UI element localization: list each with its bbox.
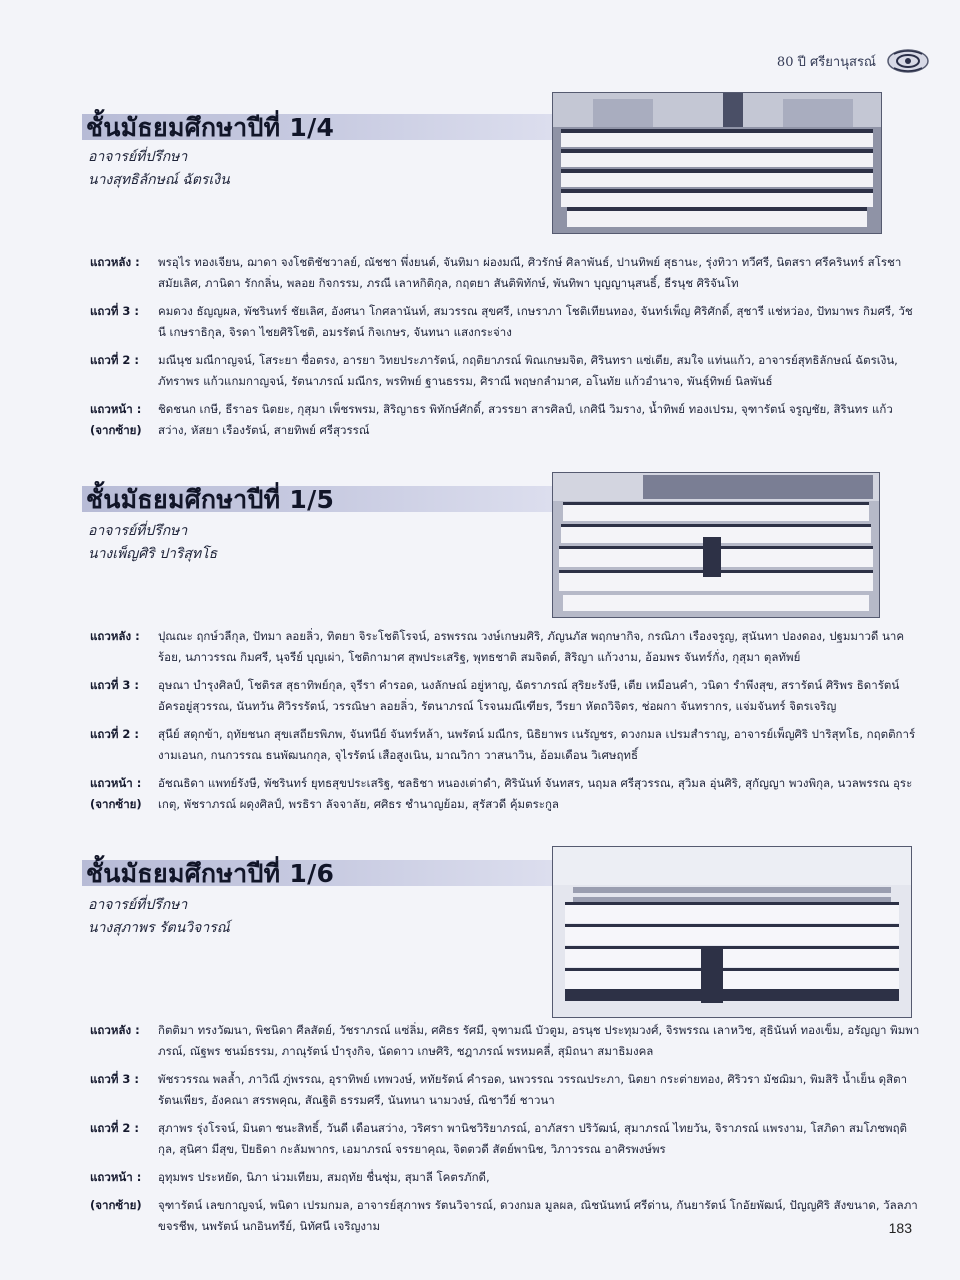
row-label: แถวที่ 2 :: [90, 353, 140, 367]
class-photo-image: [553, 473, 879, 617]
row-label: แถวหน้า : (จากซ้าย): [90, 402, 142, 437]
section-title: ชั้นมัธยมศึกษาปีที่ 1/6: [86, 859, 335, 888]
row-names: พรอุไร ทองเจียน, ฌาดา จงโชติชัชวาลย์, ณัชชา พึ่งยนต์, จันทิมา ผ่องมณี, ศิวรักษ์ ศิลาพันธ์, ปานทิพย์ สุธานะ, รุ่งทิวา ทวีศรี, นิตสรา ศรีครินทร์ สโรชา สมัยเลิศ, ภานิดา รักกลิ่น, พลอย กิจกรรม, ภรณี เลาหกิติกุล, กฤตยา สันติพิทักษ์, พันทิพา บุญญานุสนธิ์, ธีรนุช ศิริจันโท: [158, 255, 902, 290]
row-names: พัชรวรรณ พลล้ำ, ภาวิณี ภู่พรรณ, อุราทิพย์ เทพวงษ์, หทัยรัตน์ คำรอด, นพวรรณ วรรณประภา, นิตยา กระต่ายทอง, ศิริวรา มัชฌิมา, พิมสิริ น้ำเย็น ดุสิตา รัตนเพียร, อังคณา สรรพคุณ, สัณฐิติ ธรรมศรี, นันทนา นามวงษ์, ณิชาวีย์ ชาวนา: [158, 1072, 908, 1107]
row-label: แถวที่ 2 :: [90, 727, 140, 741]
row-label: แถวหน้า : (จากซ้าย): [90, 776, 142, 811]
row-names: อุษณา บำรุงศิลป์, โชติรส สุธาทิพย์กุล, จุรีรา คำรอด, นงลักษณ์ อยู่หาญ, ฉัตราภรณ์ สุริยะรังษี, เตีย เหมือนคำ, วนิดา รำพึงสุข, สรารัตน์ ศิริพร ธิดารัตน์ อัครอยู่สุวรรณ, นันทวัน ศิวิรรรัตน์, วรรณิษา ลอยลิ่ว, รัตนาภรณ์ โรจนมณีเฑียร, วีรยา หัตถวิจิตร, ช่อผกา จันทรากร, แจ่มจันทร์ จิตรเจริญ: [158, 678, 900, 713]
student-row: [90, 1167, 920, 1188]
section-title: ชั้นมัธยมศึกษาปีที่ 1/5: [86, 485, 335, 514]
row-names: ปุณณะ ฤกษ์วลีกุล, ปัทมา ลอยลิ่ว, ทิตยา จิระโชติโรจน์, อรพรรณ วงษ์เกษมศิริ, ภัญนภัส พฤกษากิจ, กรณิภา เรืองจรูญ, สุนันทา ปองดอง, ปฐมมาวดี นาคร้อย, นภาวรรณ กิมศรี, นุจรีย์ บุญเผ่า, โชติกามาศ สุพประเสริฐ, พุทธชาติ สมจิตต์, สิริญา แก้วงาม, อ้อมพร จันทร์กั่ง, กุสุมา ตุลทัพย์: [158, 629, 905, 664]
advisor-label: อาจารย์ที่ปรึกษา: [88, 523, 188, 539]
student-row: [90, 252, 920, 294]
advisor-block: [88, 146, 230, 192]
advisor-block: [88, 894, 230, 940]
row-label: แถวที่ 3 :: [90, 678, 140, 692]
book-title: 80 ปี ศรียานุสรณ์: [776, 54, 876, 70]
student-rows: [90, 1020, 920, 1244]
row-label: แถวหลัง :: [90, 255, 140, 269]
student-row: [90, 399, 920, 441]
advisor-name: นางสุทธิลักษณ์ ฉัตรเงิน: [88, 172, 230, 188]
class-photo: [552, 92, 882, 234]
advisor-label: อาจารย์ที่ปรึกษา: [88, 149, 188, 165]
row-names: สุนีย์ สดุกข้า, ฤทัยชนก สุขเสถียรพิภพ, จันทนีย์ จันทร์หล้า, นพรัตน์ มณีกร, นิธิยาพร เนรัญชร, ดวงกมล เปรมสำราญ, อาจารย์เพ็ญศิริ ปาริสุทโธ, กฤตติการ์ งามเอนก, กนกวรรณ ธนพัฒนกกุล, จุไรรัตน์ เสือสูงเนิน, มาณวิกา วาสนาวิน, อ้อมเดือน วิเศษฤทธิ์: [158, 727, 916, 762]
student-row: [90, 626, 920, 668]
row-label: แถวที่ 3 :: [90, 1072, 140, 1086]
student-row: [90, 350, 920, 392]
row-label: (จากซ้าย): [90, 1198, 142, 1212]
class-photo: [552, 472, 880, 618]
student-row: [90, 301, 920, 343]
section-title: ชั้นมัธยมศึกษาปีที่ 1/4: [86, 113, 335, 142]
row-names: คมดวง ธัญญผล, พัชรินทร์ ชัยเลิศ, อังศนา โกศลานันท์, สมวรรณ สุขศรี, เกษราภา โชติเทียนทอง, จันทร์เพ็ญ ศิริศักดิ์, สุชารี แช่หว่อง, ปัทมาพร กิมศรี, วัชนี เกษราธิกุล, จิรดา ไชยศิริโชติ, อมรรัตน์ กิจเกษร, จันทนา แสงกระจ่าง: [158, 304, 913, 339]
advisor-name: นางเพ็ญศิริ ปาริสุทโธ: [88, 546, 218, 562]
student-rows: [90, 252, 920, 448]
row-names: กิตติมา ทรงวัฒนา, พิชนิดา ศีลสัตย์, วัชราภรณ์ แซ่ลิ่ม, ศศิธร รัศมี, จุฑามณี บัวตูม, อรนุช ประทุมวงศ์, จิรพรรณ เลาหวิช, สุธินันท์ ทองเข็ม, อรัญญา พิมพาภรณ์, ณัฐพร ชนม์ธรรม, ภาณุรัตน์ บำรุงกิจ, นัดดาว เกษศิริ, ชฎาภรณ์ พรหมคลี่, สุมิถนา สมาธิมงคล: [158, 1023, 920, 1058]
row-names: ชิดชนก เกษี, ธีราอร นิตยะ, กุสุมา เพ็ชรพรม, สิริญาธร พิทักษ์ศักดิ์, สวรรยา สารศิลป์, เกศินี วิมราง, น้ำทิพย์ ทองเปรม, จุฑารัตน์ จรูญชัย, สิรินทร แก้วสว่าง, หัสยา เรืองรัตน์, สายทิพย์ ศรีสุวรรณ์: [158, 402, 893, 437]
row-names: มณีนุช มณีกาญจน์, โสระยา ซื่อตรง, อารยา วิทยประภารัตน์, กฤติยาภรณ์ พิณเกษมจิต, ศิรินทรา แซ่เตีย, สมใจ แท่นแก้ว, อาจารย์สุทธิลักษณ์ ฉัตรเงิน, ภัทราพร แก้วแกมกาญจน์, รัตนาภรณ์ มณีกร, พรทิพย์ ฐานธรรม, ศิราณี พฤษกลำมาศ, อโนทัย แก้วอำนาจ, พันธุ์ทิพย์ นิลพันธ์: [158, 353, 898, 388]
class-photo: [552, 846, 912, 1018]
page-header: [777, 46, 932, 76]
row-label: แถวที่ 2 :: [90, 1121, 140, 1135]
row-names: สุภาพร รุ่งโรจน์, มินตา ชนะสิทธิ์, วันดี เดือนสว่าง, วริศรา พานิชวิริยาภรณ์, อาภัสรา ปริวัฒน์, สุมาภรณ์ ไทยวัน, จิราภรณ์ แพรงาม, โสภิดา สมโภชพฤติกุล, สุนิศา มีสุข, ปิยธิดา กะลัมพากร, เอมาภรณ์ จรรยาคุณ, จิตตวดี สัตย์พานิช, วิภาวรรณ อาศิรพงษ์พร: [158, 1121, 908, 1156]
class-photo-image: [553, 93, 881, 233]
class-photo-image: [553, 847, 911, 1017]
row-label: แถวที่ 3 :: [90, 304, 140, 318]
advisor-block: [88, 520, 217, 566]
student-row: [90, 1020, 920, 1062]
student-row: [90, 773, 920, 815]
row-label: แถวหลัง :: [90, 1023, 140, 1037]
student-row: [90, 724, 920, 766]
advisor-name: นางสุภาพร รัตนวิจารณ์: [88, 920, 230, 936]
page-number: 183: [888, 1220, 912, 1236]
row-names: อัชณธิดา แพทย์รังษี, พัชรินทร์ ยุทธสุขประเสริฐ, ชลธิชา หนองเต่าดำ, ศิรินันท์ จันทสร, นฤมล ศรีสุวรรณ, สุวิมล อุ่นศิริ, สุกัญญา พวงพิกุล, นวลพรรณ อุระเกตุ, พัชราภรณ์ ผดุงศิลป์, พรธิรา ลัจจาลัย, ศศิธร ชำนาญย้อม, สุรัสวดี คุ้มตระกูล: [158, 776, 913, 811]
student-row: [90, 1195, 920, 1237]
row-label: แถวหน้า :: [90, 1170, 142, 1184]
student-row: [90, 1069, 920, 1111]
row-label: แถวหลัง :: [90, 629, 140, 643]
student-rows: [90, 626, 920, 822]
row-names: อุทุมพร ประหยัด, นิภา น่วมเทียม, สมฤทัย ชื่นชุ่ม, สุมาลี โคตรภักดี,: [158, 1170, 490, 1184]
row-names: จุฑารัตน์ เลขกาญจน์, พนิดา เปรมกมล, อาจารย์สุภาพร รัตนวิจารณ์, ดวงกมล มูลผล, ณิชนันทน์ ศรีด่าน, กันยารัตน์ โกอัยพัฒน์, ปัญญศิริ สังขนาด, วัลลภา ขจรชีพ, นพรัตน์ นกอินทรีย์, นิทัศนี เจริญงาม: [158, 1198, 918, 1233]
student-row: [90, 1118, 920, 1160]
school-emblem-icon: [884, 46, 932, 76]
student-row: [90, 675, 920, 717]
advisor-label: อาจารย์ที่ปรึกษา: [88, 897, 188, 913]
